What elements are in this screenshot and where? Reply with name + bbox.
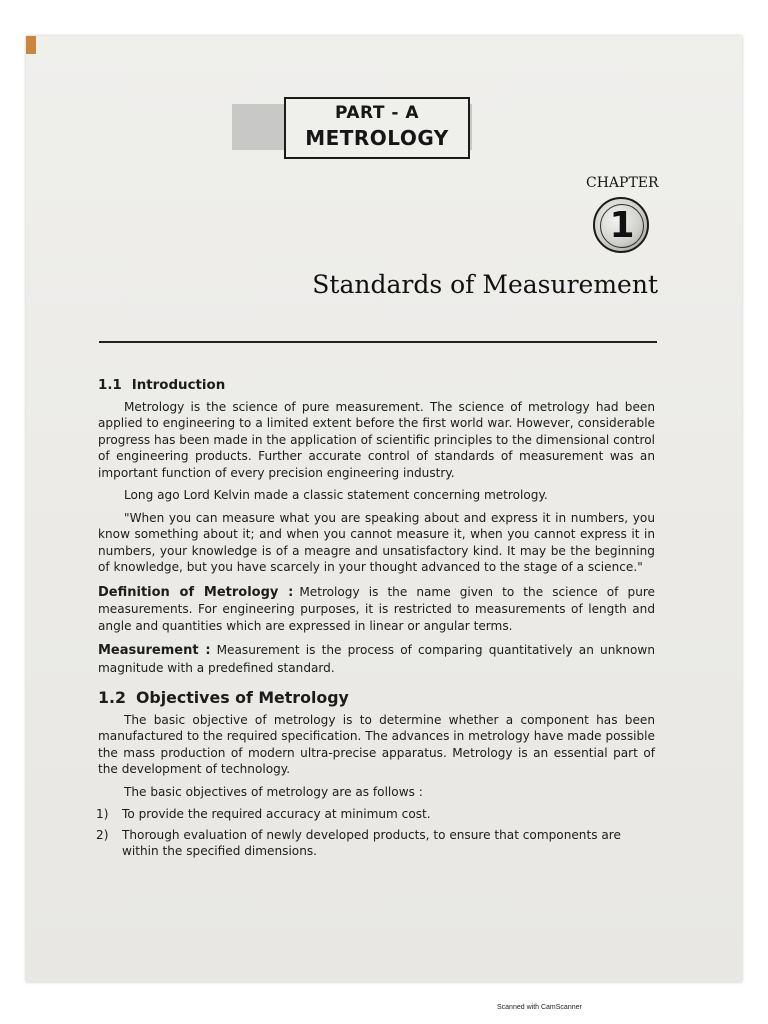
list-item-number: 2) — [96, 827, 109, 842]
kelvin-quote: "When you can measure what you are speaking about and express it in numbers, you know something about it; and when you cannot measure it, when you cannot express it in numbers, your knowledge is of a meagre and unsatisfactory kind. It may be the beginning of knowledge, but you have scarcely in your thought advanced to the stage of a science." — [98, 510, 655, 574]
definition-text: Metrology is the name given to the science of pure measurements. For engineering purposes, it is restricted to measurements of length and angle and quantities which are expressed in linear or angular terms. — [98, 584, 655, 633]
part-title: METROLOGY — [305, 126, 449, 150]
chapter-number: 1 — [600, 204, 644, 248]
measurement-paragraph — [98, 642, 655, 676]
page-body — [98, 378, 655, 860]
objectives-paragraph: The basic objective of metrology is to determine whether a component has been manufactured to the required specification. The advances in metrology have made possible the mass production of modern ultra-precise apparatus. Metrology is an essential part of the development of technology. — [98, 712, 655, 776]
list-item-number: 1) — [96, 807, 109, 821]
section-number: 1.1 — [98, 378, 122, 393]
chapter-word: CHAPTER — [586, 175, 659, 191]
part-label: PART - A — [334, 103, 420, 123]
part-header-box — [284, 97, 470, 159]
section-title: Objectives of Metrology — [135, 688, 349, 707]
definition-paragraph — [98, 584, 655, 635]
definition-term: Definition of Metrology : — [98, 584, 294, 600]
chapter-title: Standards of Measurement — [312, 270, 658, 299]
measurement-term: Measurement : — [98, 643, 211, 658]
intro-paragraph: Metrology is the science of pure measurement. The science of metrology had been applied to engineering to a limited extent before the first world war. However, considerable progress has been made in the application of scientific principles to the dimensional control of engineering products. Further accurate control of standards of measurement was an important function of every precision engineering industry. — [98, 399, 655, 480]
kelvin-intro-paragraph: Long ago Lord Kelvin made a classic statement concerning metrology. — [124, 488, 548, 502]
list-item — [98, 806, 655, 823]
list-item-text: Thorough evaluation of newly developed products, to ensure that components are within the specified dimensions. — [122, 827, 621, 858]
list-item — [98, 827, 655, 860]
section-title: Introduction — [131, 378, 226, 393]
measurement-text: Measurement is the process of comparing quantitatively an unknown magnitude with a predefined standard. — [98, 643, 655, 675]
list-item-text: To provide the required accuracy at minimum cost. — [122, 807, 431, 821]
section-number: 1.2 — [98, 688, 126, 707]
objectives-lead: The basic objectives of metrology are as follows : — [124, 784, 423, 799]
title-divider — [99, 341, 657, 343]
section-heading-introduction — [98, 378, 655, 395]
chapter-number-badge — [593, 197, 649, 253]
page-edge-strip — [26, 36, 36, 54]
scanner-watermark: Scanned with CamScanner — [497, 1004, 582, 1011]
section-heading-objectives — [98, 690, 655, 707]
